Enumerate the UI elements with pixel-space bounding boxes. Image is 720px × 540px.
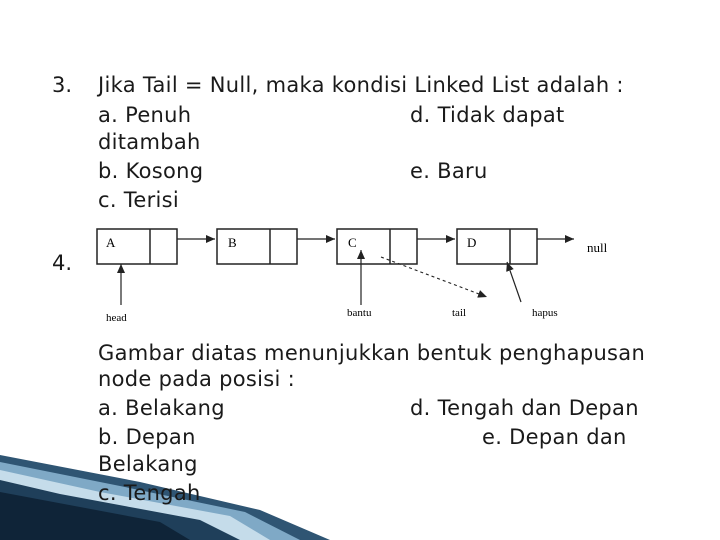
node-b [217, 229, 297, 264]
question-4-number: 4. [52, 251, 73, 275]
q4-option-e-continued: Belakang [98, 452, 198, 476]
head-label: head [106, 312, 127, 324]
q3-option-e: e. Baru [410, 159, 488, 183]
hapus-pointer [507, 262, 521, 302]
q3-option-c: c. Terisi [98, 188, 180, 212]
hapus-label: hapus [532, 307, 558, 319]
node-d [457, 229, 537, 264]
q4-option-b: b. Depan [98, 425, 196, 449]
node-c [337, 229, 417, 264]
q4-option-a: a. Belakang [98, 396, 225, 420]
node-d-label: D [467, 235, 477, 250]
question-3-text: Jika Tail = Null, maka kondisi Linked List adalah : [98, 73, 624, 97]
q4-option-d: d. Tengah dan Depan [410, 396, 639, 420]
question-4-text-line1: Gambar diatas menunjukkan bentuk penghapusan [98, 341, 646, 365]
tail-label: tail [452, 307, 467, 319]
question-3-number: 3. [52, 73, 73, 97]
q3-option-d: d. Tidak dapat [410, 103, 565, 127]
null-label: null [587, 240, 608, 255]
q3-option-d-continued: ditambah [98, 130, 201, 154]
q3-option-a: a. Penuh [98, 103, 192, 127]
bantu-label: bantu [347, 307, 372, 319]
q3-option-b: b. Kosong [98, 159, 204, 183]
node-b-label: B [228, 235, 237, 250]
q4-option-c: c. Tengah [98, 481, 201, 505]
q4-option-e: e. Depan dan [482, 425, 627, 449]
node-c-label: C [348, 235, 357, 250]
question-4-text-line2: node pada posisi : [98, 367, 296, 391]
node-a [97, 229, 177, 264]
node-a-label: A [106, 235, 116, 250]
